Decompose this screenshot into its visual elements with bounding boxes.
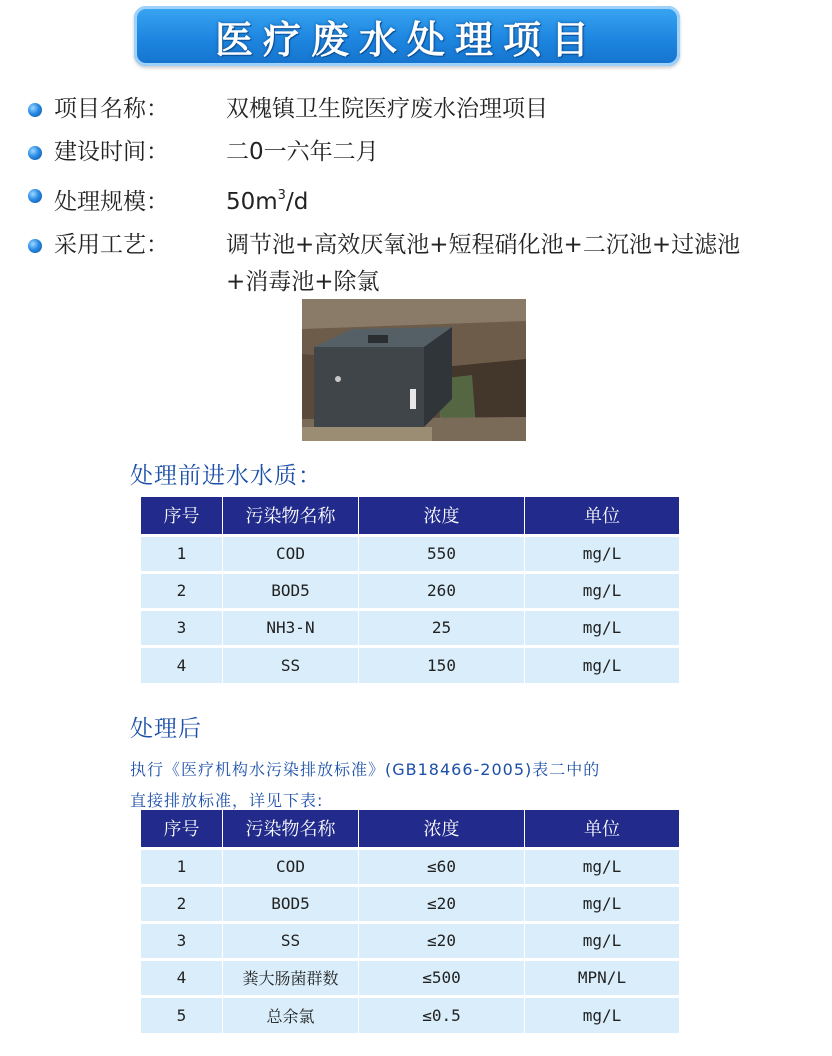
cell-pollutant: COD <box>223 535 359 572</box>
info-label: 处理规模： <box>54 189 169 215</box>
cell-concentration: ≤20 <box>359 885 525 922</box>
info-label: 项目名称： <box>54 96 169 122</box>
header-cell: 浓度 <box>359 497 525 535</box>
cell-concentration: ≤0.5 <box>359 996 525 1033</box>
info-label: 建设时间： <box>54 139 169 165</box>
info-process <box>26 224 826 301</box>
equipment-photo <box>302 299 526 441</box>
cell-unit: mg/L <box>525 572 680 609</box>
bullet-icon <box>28 239 42 253</box>
cell-unit: mg/L <box>525 848 680 885</box>
cell-concentration: ≤20 <box>359 922 525 959</box>
table-row <box>141 959 680 996</box>
table-row <box>141 848 680 885</box>
header-cell: 单位 <box>525 497 680 535</box>
header-cell: 污染物名称 <box>223 810 359 848</box>
table-header-row <box>141 810 680 848</box>
before-table <box>140 497 680 684</box>
info-value: 50m <box>226 189 278 215</box>
cell-unit: mg/L <box>525 996 680 1033</box>
info-value-suffix: /d <box>285 189 309 215</box>
info-build-time <box>26 131 826 174</box>
bullet-icon <box>28 146 42 160</box>
header-cell: 单位 <box>525 810 680 848</box>
cell-concentration: 550 <box>359 535 525 572</box>
bullet-icon <box>28 103 42 117</box>
cell-unit: mg/L <box>525 885 680 922</box>
cell-concentration: ≤500 <box>359 959 525 996</box>
page-title: 医疗废水处理项目 <box>214 17 599 62</box>
after-note-line2: 直接排放标准，详见下表: <box>130 791 324 810</box>
before-section-title: 处理前进水水质： <box>130 463 322 489</box>
info-label: 采用工艺： <box>54 232 169 258</box>
info-value-continued: +消毒池+除氯 <box>226 269 380 295</box>
table-row <box>141 609 680 646</box>
cell-concentration: 25 <box>359 609 525 646</box>
table-header-row <box>141 497 680 535</box>
after-table <box>140 810 680 1034</box>
info-value-superscript: 3 <box>277 188 286 203</box>
cell-pollutant: SS <box>223 922 359 959</box>
bullet-icon <box>28 189 42 203</box>
info-value: 调节池+高效厌氧池+短程硝化池+二沉池+过滤池 <box>226 232 741 258</box>
title-banner <box>134 6 680 66</box>
header-cell: 浓度 <box>359 810 525 848</box>
info-value: 双槐镇卫生院医疗废水治理项目 <box>226 96 548 122</box>
project-info-list <box>26 88 826 301</box>
cell-pollutant: BOD5 <box>223 572 359 609</box>
after-section-title: 处理后 <box>130 716 202 742</box>
cell-concentration: ≤60 <box>359 848 525 885</box>
header-cell: 序号 <box>141 497 223 535</box>
table-row <box>141 646 680 683</box>
cell-unit: mg/L <box>525 646 680 683</box>
cell-index: 3 <box>141 922 223 959</box>
cell-pollutant: 总余氯 <box>223 996 359 1033</box>
info-scale <box>26 174 826 224</box>
cell-pollutant: COD <box>223 848 359 885</box>
info-project-name <box>26 88 826 131</box>
table-row <box>141 535 680 572</box>
table-row <box>141 885 680 922</box>
cell-index: 2 <box>141 885 223 922</box>
cell-unit: mg/L <box>525 609 680 646</box>
cell-unit: mg/L <box>525 922 680 959</box>
info-value: 二0一六年二月 <box>226 139 379 165</box>
cell-pollutant: 粪大肠菌群数 <box>223 959 359 996</box>
cell-pollutant: NH3-N <box>223 609 359 646</box>
equipment-photo-illustration <box>302 299 526 441</box>
table-row <box>141 996 680 1033</box>
cell-index: 2 <box>141 572 223 609</box>
cell-index: 4 <box>141 646 223 683</box>
cell-concentration: 260 <box>359 572 525 609</box>
cell-unit: MPN/L <box>525 959 680 996</box>
cell-unit: mg/L <box>525 535 680 572</box>
cell-pollutant: SS <box>223 646 359 683</box>
table-row <box>141 572 680 609</box>
cell-index: 1 <box>141 848 223 885</box>
header-cell: 序号 <box>141 810 223 848</box>
table-row <box>141 922 680 959</box>
after-note-line1: 执行《医疗机构水污染排放标准》(GB18466-2005)表二中的 <box>130 760 601 779</box>
cell-pollutant: BOD5 <box>223 885 359 922</box>
cell-index: 3 <box>141 609 223 646</box>
cell-index: 4 <box>141 959 223 996</box>
header-cell: 污染物名称 <box>223 497 359 535</box>
cell-concentration: 150 <box>359 646 525 683</box>
cell-index: 1 <box>141 535 223 572</box>
cell-index: 5 <box>141 996 223 1033</box>
